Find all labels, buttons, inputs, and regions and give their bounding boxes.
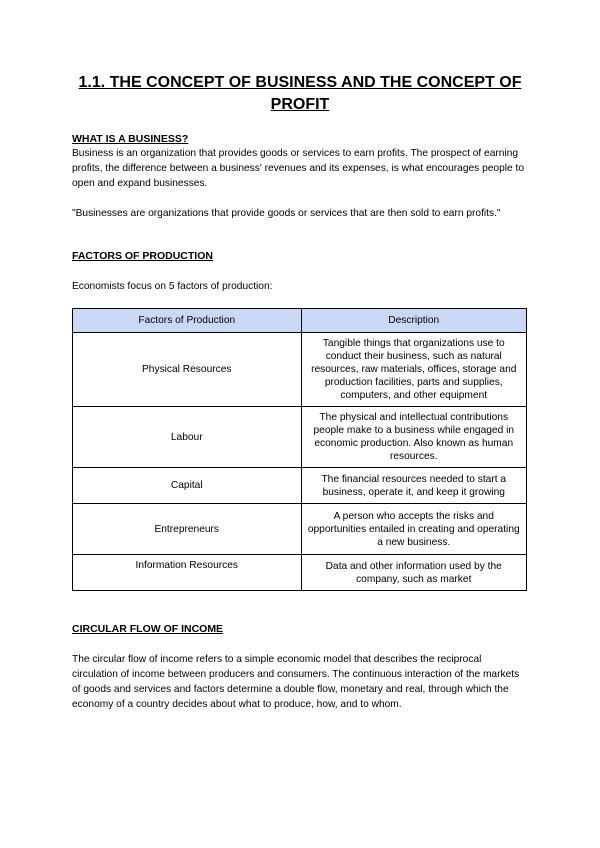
table-cell-description: The physical and intellectual contributions people make to a business while engaged in economic production. Also known as human resources. xyxy=(301,407,527,468)
table-cell-description: The financial resources needed to start a business, operate it, and keep it growing xyxy=(301,468,527,504)
table-cell-factor: Physical Resources xyxy=(73,333,302,407)
table-row xyxy=(73,333,527,407)
table-cell-factor: Capital xyxy=(73,468,302,504)
factors-intro: Economists focus on 5 factors of production: xyxy=(72,281,273,292)
table-cell-description: Data and other information used by the company, such as market xyxy=(301,555,527,591)
section-heading-business: WHAT IS A BUSINESS? xyxy=(72,133,189,145)
table-cell-factor: Entrepreneurs xyxy=(73,504,302,555)
business-paragraph: Business is an organization that provides goods or services to earn profits. The prospect of earning profits, the difference between a business' revenues and its expenses, is what encourages people to open and expand businesses. xyxy=(72,148,524,189)
table-cell-description: A person who accepts the risks and opportunities entailed in creating and operating a new business. xyxy=(301,504,527,555)
circular-paragraph: The circular flow of income refers to a simple economic model that describes the reciprocal circulation of income between producers and consumers. The continuous interaction of the markets of goods and services and factors determine a double flow, monetary and real, through which the economy of a country decides about what to produce, how, and to whom. xyxy=(72,654,520,710)
page-title: 1.1. THE CONCEPT OF BUSINESS AND THE CONCEPT OF PROFIT xyxy=(78,74,522,113)
table-header-description: Description xyxy=(301,309,527,333)
table-cell-factor: Information Resources xyxy=(73,555,302,591)
table-cell-description: Tangible things that organizations use to conduct their business, such as natural resources, raw materials, offices, storage and production facilities, parts and supplies, computers, and other equipment xyxy=(301,333,527,407)
business-quote: "Businesses are organizations that provide goods or services that are then sold to earn profits." xyxy=(72,208,501,219)
section-heading-factors: FACTORS OF PRODUCTION xyxy=(72,250,213,262)
section-heading-circular: CIRCULAR FLOW OF INCOME xyxy=(72,623,224,635)
table-header-row xyxy=(73,309,527,333)
table-header-factor: Factors of Production xyxy=(73,309,302,333)
table-row xyxy=(73,504,527,555)
table-row xyxy=(73,407,527,468)
table-row xyxy=(73,555,527,591)
factors-table xyxy=(72,308,527,591)
table-row xyxy=(73,468,527,504)
table-cell-factor: Labour xyxy=(73,407,302,468)
